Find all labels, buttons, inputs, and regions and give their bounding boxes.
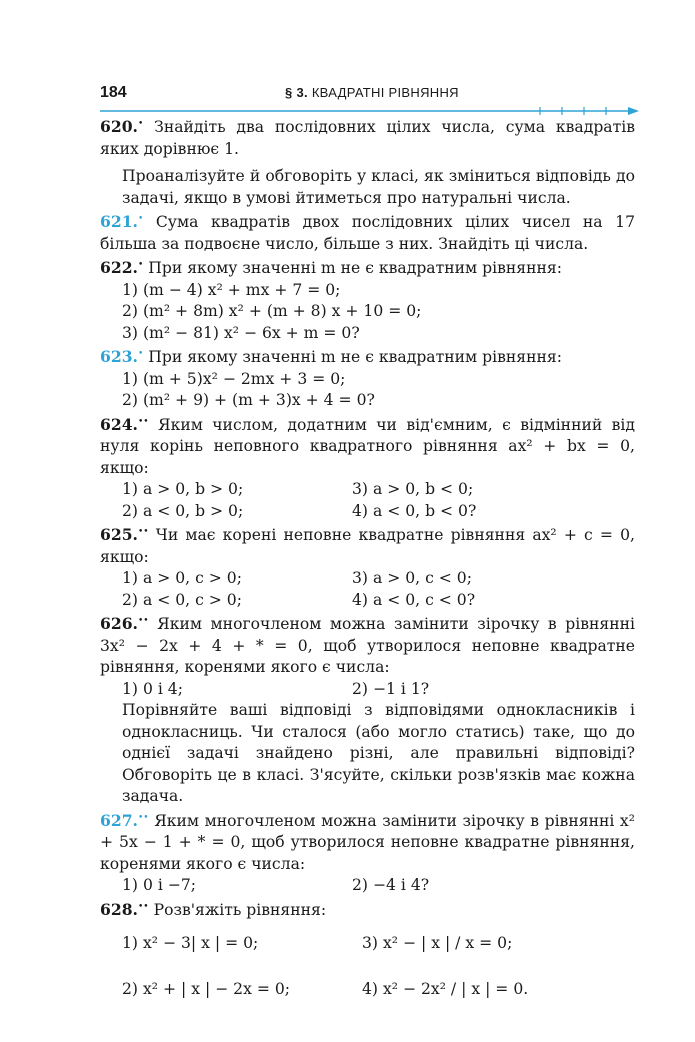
difficulty-mark: •: [137, 349, 144, 359]
section-title-text: КВАДРАТНІ РІВНЯННЯ: [311, 85, 459, 100]
list-item: 1) (m − 4) x² + mx + 7 = 0;: [122, 280, 341, 299]
difficulty-mark: •: [137, 214, 144, 224]
problem-text: Яким многочленом можна замінити зірочку в рівнянні 3x² − 2x + 4 + * = 0, щоб утворилося неповне квадратне рівняння, коренями якого є числа:: [100, 615, 635, 676]
answer-row: [100, 501, 635, 523]
problem-626: [100, 613, 635, 679]
problem-number: 621.: [100, 212, 138, 231]
problem-625: [100, 524, 635, 568]
problem-621: [100, 211, 635, 255]
header-arrow-line: [100, 106, 640, 116]
list-item: 2) −4 і 4?: [352, 876, 430, 894]
answer-row: [100, 875, 635, 897]
problem-text: Розв'яжіть рівняння:: [153, 900, 327, 919]
list-item: 3) a > 0, c < 0;: [352, 569, 472, 587]
list-item: 2) (m² + 9) + (m + 3)x + 4 = 0?: [122, 391, 375, 409]
list-item: 1) (m + 5)x² − 2mx + 3 = 0;: [122, 369, 346, 388]
section-mark: § 3.: [285, 85, 308, 100]
list-item: 3) a > 0, b < 0;: [352, 480, 474, 498]
list-item: 1) a > 0, c > 0;: [122, 569, 242, 587]
list-item: 4) x² − 2x² / | x | = 0.: [362, 980, 529, 999]
problem-number: 620.: [100, 117, 138, 136]
difficulty-mark: •: [137, 260, 144, 270]
problem-620: [100, 116, 635, 160]
answer-row: [100, 568, 635, 590]
problem-number: 626.: [100, 614, 138, 633]
difficulty-mark: ••: [137, 616, 149, 626]
problem-text: Чи має корені неповне квадратне рівняння ax² + c = 0, якщо:: [100, 526, 635, 566]
problem-624: [100, 414, 635, 480]
answer-row: [100, 479, 635, 501]
answer-row: [100, 590, 635, 612]
problem-note: Проаналізуйте й обговоріть у класі, як зміниться відповідь до задачі, якщо в умові йтиметься про натуральні числа.: [122, 167, 635, 207]
list-item: 3) (m² − 81) x² − 6x + m = 0?: [122, 323, 360, 342]
difficulty-mark: ••: [137, 527, 149, 537]
page-number: 184: [100, 84, 127, 101]
difficulty-mark: •: [137, 119, 144, 129]
problem-number: 622.: [100, 258, 138, 277]
list-item: 3) x² − | x | / x = 0;: [362, 934, 513, 953]
problem-text: Сума квадратів двох послідовних цілих чисел на 17 більша за подвоєне число, більше з них. Знайдіть ці числа.: [100, 213, 635, 253]
problem-623: [100, 346, 635, 369]
problem-number: 624.: [100, 414, 138, 434]
problem-text: При якому значенні m не є квадратним рівняння:: [148, 348, 562, 366]
problem-text: Яким многочленом можна замінити зірочку в рівнянні x² + 5x − 1 + * = 0, щоб утворилося неповне квадратне рівняння, коренями якого є числа:: [100, 811, 635, 873]
problem-628: [100, 899, 635, 922]
problem-number: 623.: [100, 347, 138, 366]
problem-note: Порівняйте ваші відповіді з відповідями однокласників і однокласниць. Чи сталося (або могло статись) таке, що до однієї задачі знайдено різні, але правильні відповіді? Обговоріть це в класі. З'ясуйте, скільки розв'язків має кожна задача.: [122, 701, 635, 805]
problem-number: 628.: [100, 899, 138, 919]
answer-row: [100, 967, 635, 1013]
difficulty-mark: ••: [137, 901, 149, 912]
problem-number: 627.: [100, 810, 138, 830]
exercise-list: [100, 116, 635, 1013]
difficulty-mark: ••: [137, 812, 149, 823]
problem-627: [100, 810, 635, 876]
list-item: 2) a < 0, b > 0;: [122, 501, 244, 520]
list-item: 2) a < 0, c > 0;: [122, 590, 242, 609]
difficulty-mark: ••: [137, 416, 149, 427]
problem-number: 625.: [100, 525, 138, 544]
list-item: 1) a > 0, b > 0;: [122, 480, 244, 498]
list-item: 1) 0 і −7;: [122, 876, 197, 894]
list-item: 1) 0 і 4;: [122, 679, 183, 698]
list-item: 2) (m² + 8m) x² + (m + 8) x + 10 = 0;: [122, 302, 422, 320]
problem-text: Яким числом, додатним чи від'ємним, є відмінний від нуля корінь неповного квадратного рівняння ax² + bx = 0, якщо:: [100, 415, 635, 477]
problem-text: Знайдіть два послідовних цілих числа, сума квадратів яких дорівнює 1.: [100, 118, 635, 158]
list-item: 2) x² + | x | − 2x = 0;: [122, 980, 291, 999]
section-title: [285, 85, 459, 100]
answer-row: [100, 679, 635, 701]
answer-row: [100, 921, 635, 967]
page-header: [100, 84, 640, 112]
list-item: 2) −1 і 1?: [352, 679, 430, 698]
list-item: 4) a < 0, c < 0?: [352, 590, 476, 609]
list-item: 4) a < 0, b < 0?: [352, 501, 477, 520]
list-item: 1) x² − 3| x | = 0;: [122, 934, 259, 953]
problem-622: [100, 257, 635, 280]
problem-text: При якому значенні m не є квадратним рівняння:: [148, 259, 562, 277]
